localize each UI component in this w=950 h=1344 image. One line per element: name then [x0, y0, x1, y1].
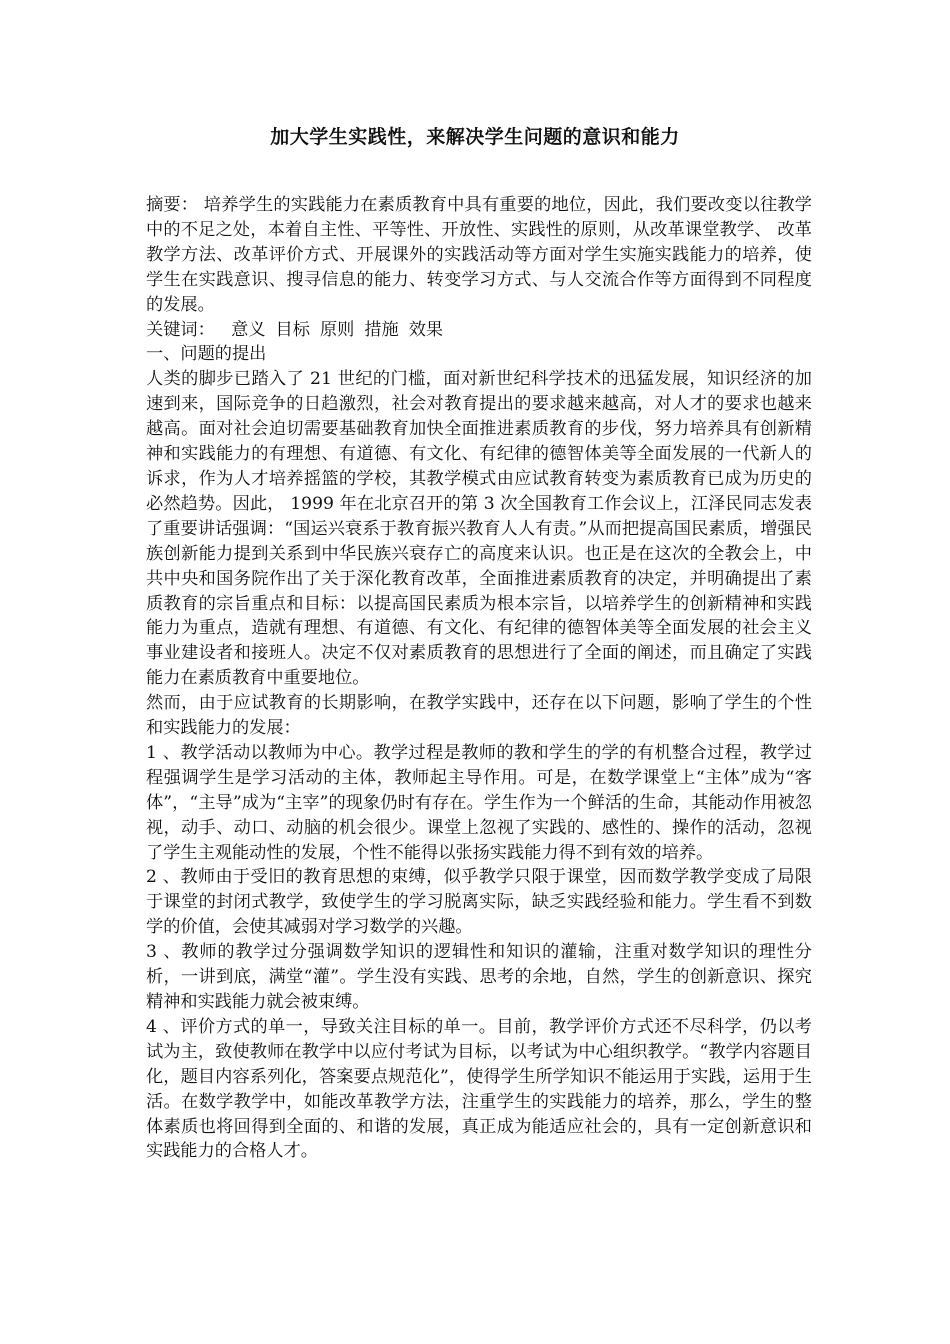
- keyword: 效果: [408, 319, 444, 340]
- list-item: 3 、教师的教学过分强调数学知识的逻辑性和知识的灌输，注重对数学知识的理性分析，一讲到底，满堂“灌”。学生没有实践、思考的余地，自然，学生的创新意识、探究精神和实践能力就会被束缚。: [146, 942, 812, 1012]
- list-item: 1 、教学活动以教师为中心。教学过程是教师的教和学生的学的有机整合过程，教学过程强调学生是学习活动的主体，教师起主导作用。可是，在数学课堂上“主体”成为“客体”，“主导”成为“主宰”的现象仍时有存在。学生作为一个鲜活的生命，其能动作用被忽视，动手、动口、动脑的机会很少。课堂上忽视了实践的、感性的、操作的活动，忽视了学生主观能动性的发展，个性不能得以张扬实践能力得不到有效的培养。: [146, 742, 812, 863]
- section-heading: 一、问题的提出: [146, 344, 267, 365]
- keyword: 措施: [364, 319, 399, 340]
- body-paragraph: 人类的脚步已踏入了 21 世纪的门槛，面对新世纪科学技术的迅猛发展，知识经济的加速到来，国际竞争的日趋激烈，社会对教育提出的要求越来越高，对人才的要求也越来越高。面对社会迫切需要基础教育加快全面推进素质教育的步伐，努力培养具有创新精神和实践能力的有理想、有道德、有文化、有纪律的德智体美等全面发展的一代新人的诉求，作为人才培养摇篮的学校，其教学模式由应试教育转变为素质教育已成为历史的必然趋势。因此， 1999 年在北京召开的第 3 次全国教育工作会议上，江泽民同志发表了重要讲话强调：“国运兴衰系于教育振兴教育人人有责。”从而把提高国民素质，增强民族创新能力提到关系到中华民族兴衰存亡的高度来认识。也正是在这次的全教会上，中共中央和国务院作出了关于深化教育改革，全面推进素质教育的决定，并明确提出了素质教育的宗旨重点和目标：以提高国民素质为根本宗旨，以培养学生的创新精神和实践能力为重点，造就有理想、有道德、有文化、有纪律的德智体美等全面发展的社会主义事业建设者和接班人。决定不仅对素质教育的思想进行了全面的阐述，而且确定了实践能力在素质教育中重要地位。: [146, 369, 812, 689]
- document-title: 加大学生实践性，来解决学生问题的意识和能力: [270, 126, 680, 148]
- keywords-label: 关键词：: [146, 319, 215, 340]
- abstract-paragraph: 摘要： 培养学生的实践能力在素质教育中具有重要的地位，因此，我们要改变以往教学中的不足之处，本着自主性、平等性、开放性、实践性的原则，从改革课堂教学、 改革教学方法、改革评价方式、开展课外的实践活动等方面对学生实施实践能力的培养，使学生在实践意识、搜寻信息的能力、转变学习方式、与人交流合作等方面得到不同程度的发展。: [146, 195, 812, 315]
- keyword: 意义: [231, 319, 266, 340]
- document-body: [146, 193, 812, 1164]
- keyword: 目标: [275, 319, 310, 340]
- list-item: 4 、评价方式的单一，导致关注目标的单一。目前，教学评价方式还不尽科学，仍以考试为主，致使教师在教学中以应付考试为目标，以考试为中心组织教学。“教学内容题目化，题目内容系列化，答案要点规范化”，使得学生所学知识不能运用于实践，运用于生活。在数学教学中，如能改革教学方法，注重学生的实践能力的培养，那么，学生的整体素质也将回得到全面的、和谐的发展，真正成为能适应社会的，具有一定创新意识和实践能力的合格人才。: [146, 1016, 812, 1162]
- keywords-line: [146, 318, 812, 343]
- body-paragraph: 然而，由于应试教育的长期影响，在教学实践中，还存在以下问题，影响了学生的个性和实践能力的发展：: [146, 693, 812, 739]
- keyword: 原则: [319, 319, 355, 340]
- list-item: 2 、教师由于受旧的教育思想的束缚，似乎教学只限于课堂，因而数学教学变成了局限于课堂的封闭式教学，致使学生的学习脱离实际，缺乏实践经验和能力。学生看不到数学的价值，会使其减弱对学习数学的兴趣。: [146, 867, 812, 938]
